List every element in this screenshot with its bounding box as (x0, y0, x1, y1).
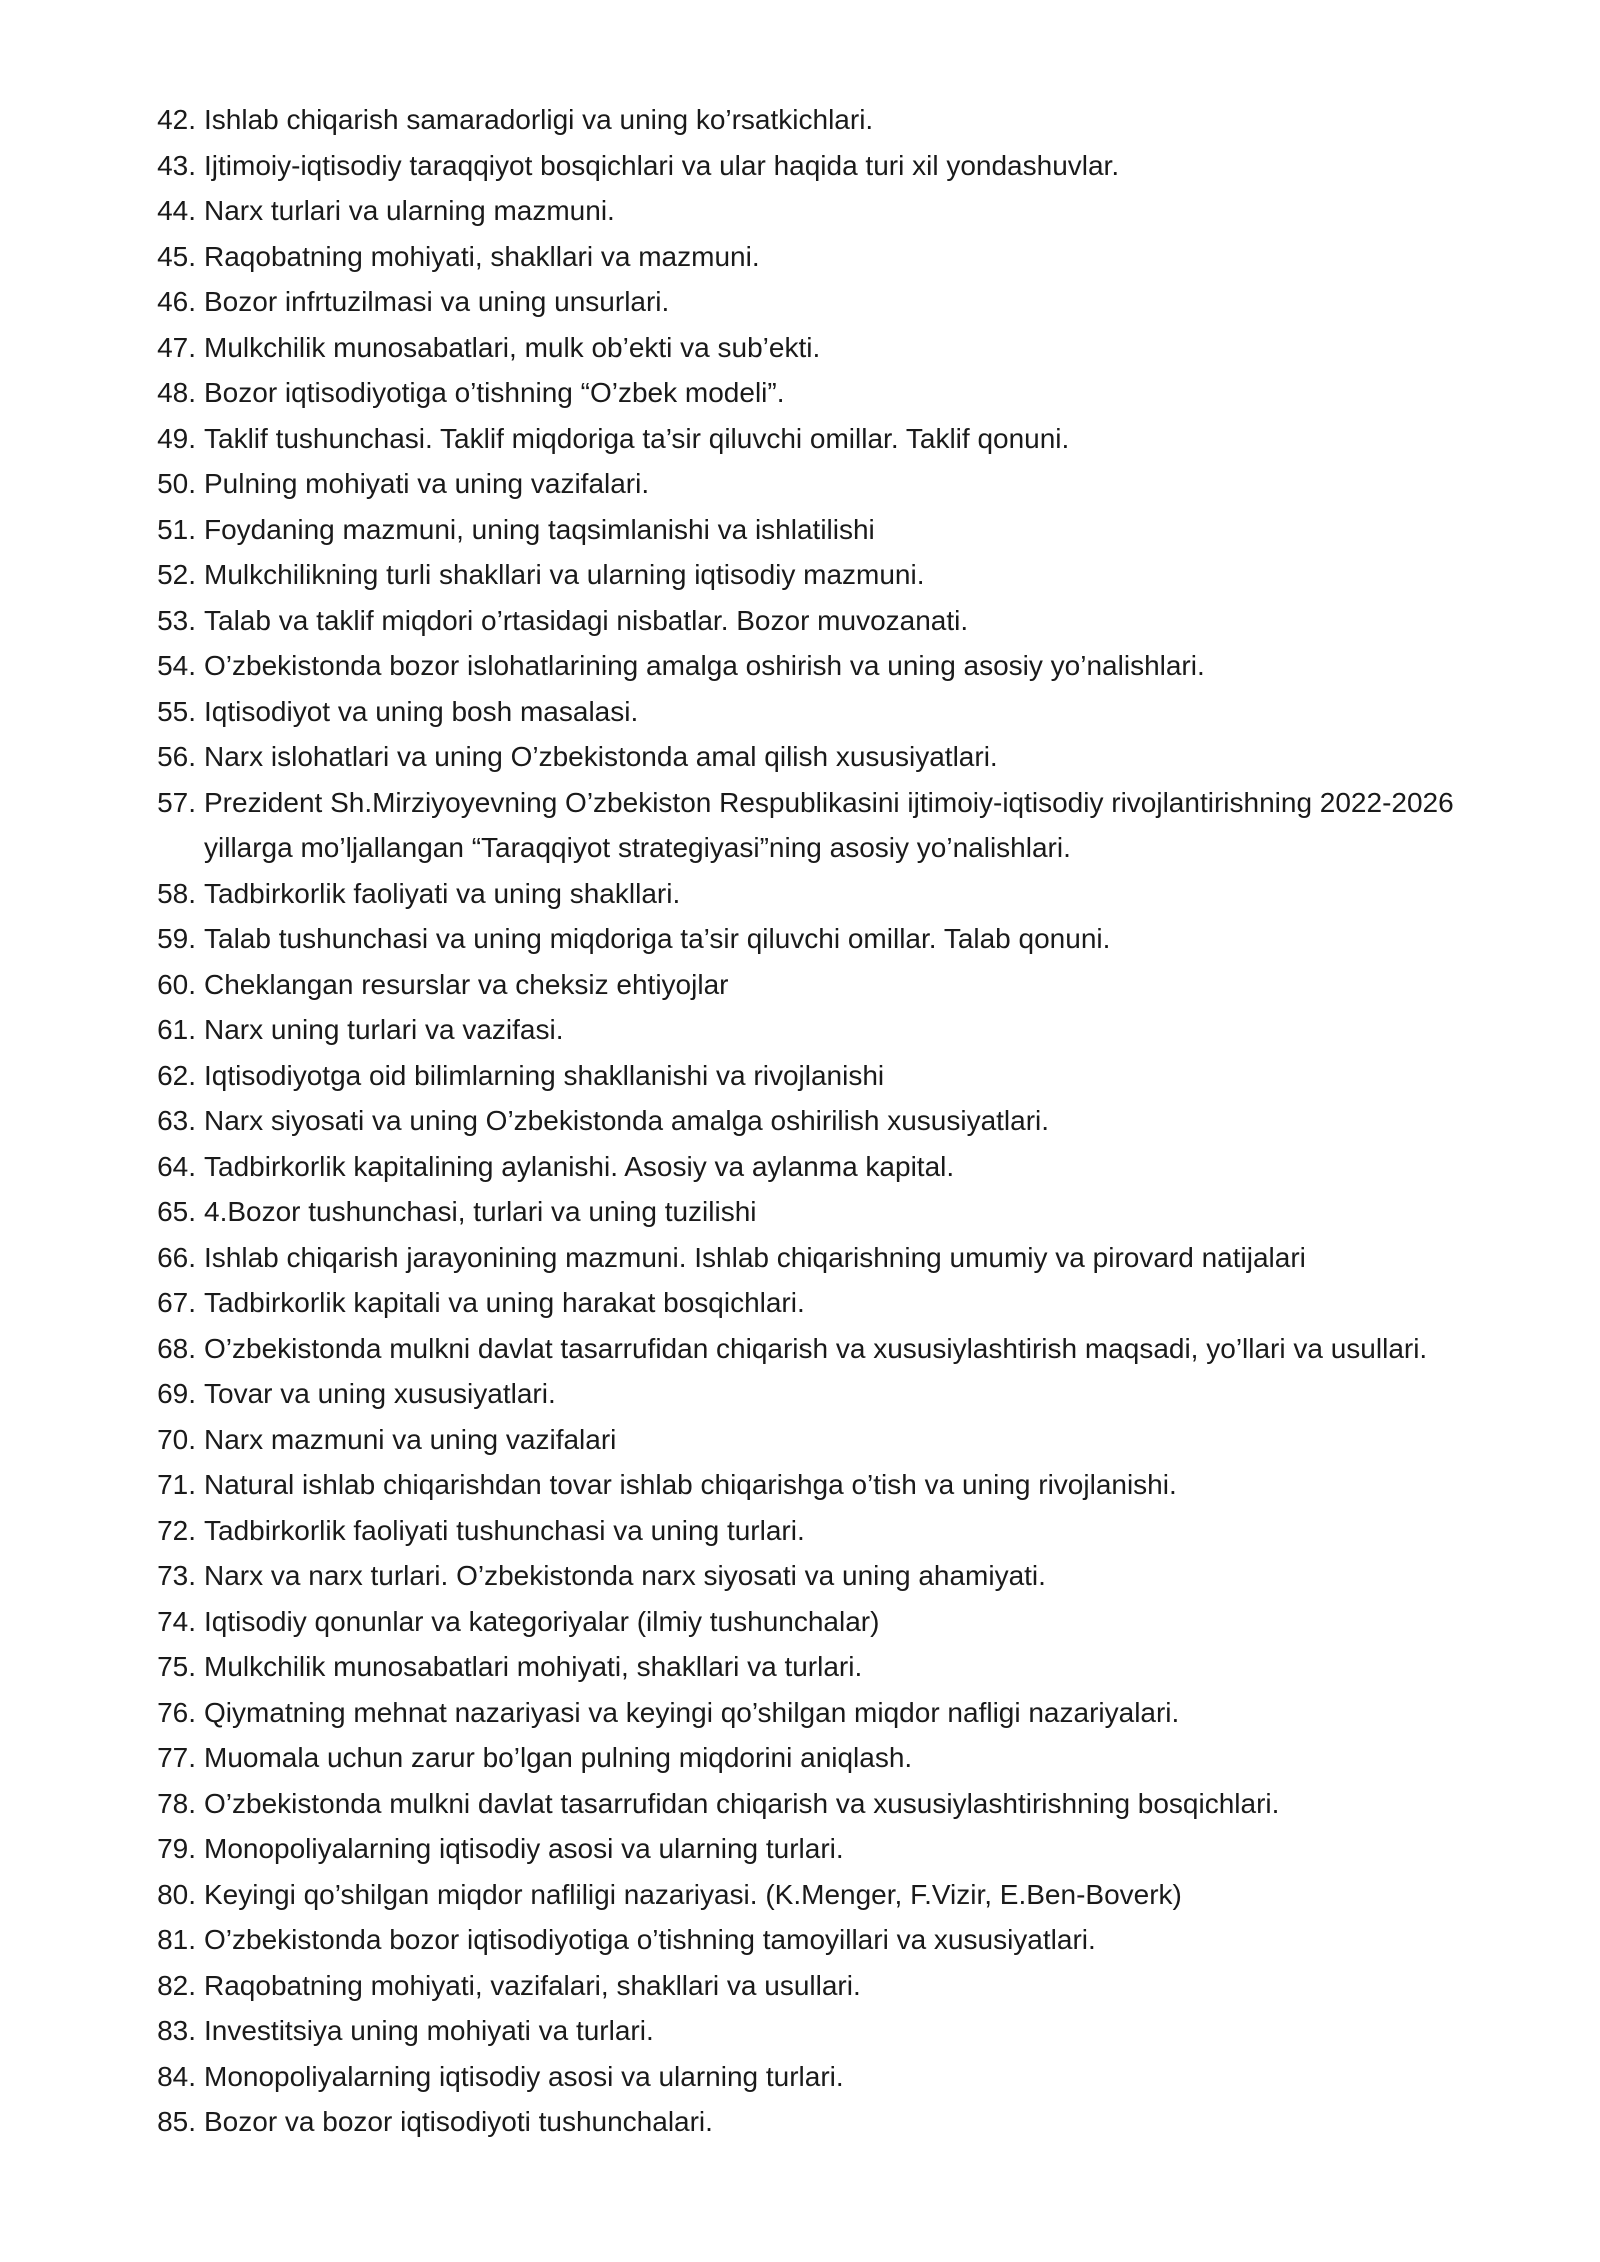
question-number: 84. (157, 2060, 196, 2092)
question-number: 49. (157, 422, 196, 454)
list-item (140, 643, 1520, 689)
question-text: Bozor infrtuzilmasi va uning unsurlari. (204, 286, 670, 317)
list-item (140, 416, 1520, 462)
list-item (140, 188, 1520, 234)
question-text: Bozor va bozor iqtisodiyoti tushunchalari. (204, 2106, 713, 2137)
question-text: Iqtisodiy qonunlar va kategoriyalar (ilmiy tushunchalar) (204, 1605, 880, 1637)
list-item (140, 1144, 1520, 1190)
question-number: 65. (157, 1196, 196, 1227)
question-number: 67. (157, 1287, 196, 1318)
question-number: 69. (157, 1378, 196, 1409)
question-number: 70. (157, 1423, 196, 1455)
question-number: 43. (157, 149, 196, 181)
question-number: 59. (157, 923, 196, 954)
list-item (140, 97, 1520, 143)
question-number: 51. (157, 513, 196, 545)
question-number: 85. (157, 2106, 196, 2137)
question-text: Ishlab chiqarish jarayonining mazmuni. Ishlab chiqarishning umumiy va pirovard natijalari (204, 1241, 1306, 1273)
list-item (140, 1599, 1520, 1645)
question-text: Narx mazmuni va uning vazifalari (204, 1423, 617, 1455)
question-text: Bozor iqtisodiyotiga o’tishning “O’zbek modeli”. (204, 377, 785, 408)
list-item (140, 734, 1520, 780)
list-item (140, 1917, 1520, 1963)
question-number: 52. (157, 559, 196, 590)
list-item (140, 1326, 1520, 1372)
question-number: 57. (157, 786, 196, 818)
question-text: 4.Bozor tushunchasi, turlari va uning tuzilishi (204, 1196, 757, 1227)
list-item (140, 234, 1520, 280)
list-item (140, 916, 1520, 962)
list-item (140, 871, 1520, 917)
list-item (140, 598, 1520, 644)
list-item (140, 1508, 1520, 1554)
question-number: 54. (157, 650, 196, 681)
list-item (140, 1872, 1520, 1918)
question-number: 45. (157, 240, 196, 272)
question-number: 74. (157, 1605, 196, 1637)
question-number: 61. (157, 1014, 196, 1045)
list-item (140, 1189, 1520, 1235)
list-item (140, 370, 1520, 416)
question-text: Keyingi qo’shilgan miqdor nafliligi nazariyasi. (K.Menger, F.Vizir, E.Ben-Boverk) (204, 1878, 1182, 1910)
question-text: Taklif tushunchasi. Taklif miqdoriga ta’sir qiluvchi omillar. Taklif qonuni. (204, 422, 1070, 454)
question-text: Monopoliyalarning iqtisodiy asosi va ularning turlari. (204, 2060, 844, 2092)
question-text: Cheklangan resurslar va cheksiz ehtiyojlar (204, 968, 729, 1000)
question-number: 66. (157, 1241, 196, 1273)
question-text: Mulkchilik munosabatlari mohiyati, shakllari va turlari. (204, 1651, 863, 1682)
question-number: 81. (157, 1924, 196, 1955)
list-item (140, 1098, 1520, 1144)
question-number: 53. (157, 604, 196, 636)
question-text: Prezident Sh.Mirziyoyevning O’zbekiston Respublikasini ijtimoiy-iqtisodiy rivojlantirishning 2022-2026 yillarga mo’ljallangan “Taraqqiyot strategiyasi”ning asosiy yo’nalishlari. (204, 786, 1454, 863)
question-number: 80. (157, 1878, 196, 1910)
question-text: O’zbekistonda bozor islohatlarining amalga oshirish va uning asosiy yo’nalishlari. (204, 650, 1205, 681)
question-number: 79. (157, 1833, 196, 1864)
question-number: 73. (157, 1560, 196, 1591)
question-text: Natural ishlab chiqarishdan tovar ishlab chiqarishga o’tish va uning rivojlanishi. (204, 1469, 1177, 1500)
list-item (140, 325, 1520, 371)
question-text: Pulning mohiyati va uning vazifalari. (204, 468, 650, 499)
question-number: 64. (157, 1150, 196, 1182)
question-number: 42. (157, 104, 196, 135)
question-text: Narx turlari va ularning mazmuni. (204, 195, 615, 226)
question-text: Mulkchilikning turli shakllari va ularning iqtisodiy mazmuni. (204, 559, 925, 590)
question-text: Monopoliyalarning iqtisodiy asosi va ularning turlari. (204, 1833, 844, 1864)
question-number: 68. (157, 1332, 196, 1364)
list-item (140, 1644, 1520, 1690)
list-item (140, 2099, 1520, 2145)
question-number: 62. (157, 1059, 196, 1091)
question-number: 72. (157, 1514, 196, 1546)
question-text: Investitsiya uning mohiyati va turlari. (204, 2015, 654, 2046)
list-item (140, 279, 1520, 325)
question-number: 82. (157, 1969, 196, 2001)
question-number: 78. (157, 1787, 196, 1819)
list-item (140, 1235, 1520, 1281)
question-number: 75. (157, 1651, 196, 1682)
question-number: 48. (157, 377, 196, 408)
question-text: Tadbirkorlik kapitalining aylanishi. Asosiy va aylanma kapital. (204, 1150, 955, 1182)
list-item (140, 1462, 1520, 1508)
question-text: Iqtisodiyot va uning bosh masalasi. (204, 695, 639, 727)
question-text: Ishlab chiqarish samaradorligi va uning ko’rsatkichlari. (204, 104, 874, 135)
list-item (140, 1007, 1520, 1053)
question-text: Narx uning turlari va vazifasi. (204, 1014, 564, 1045)
question-text: O’zbekistonda mulkni davlat tasarrufidan chiqarish va xususiylashtirishning bosqichlari. (204, 1787, 1280, 1819)
list-item (140, 1963, 1520, 2009)
list-item (140, 552, 1520, 598)
question-text: O’zbekistonda mulkni davlat tasarrufidan chiqarish va xususiylashtirish maqsadi, yo’llari va usullari. (204, 1332, 1428, 1364)
question-text: Iqtisodiyotga oid bilimlarning shakllanishi va rivojlanishi (204, 1059, 885, 1091)
list-item (140, 1053, 1520, 1099)
list-item (140, 1280, 1520, 1326)
question-text: Tadbirkorlik kapitali va uning harakat bosqichlari. (204, 1287, 805, 1318)
question-number: 83. (157, 2015, 196, 2046)
list-item (140, 962, 1520, 1008)
question-number: 60. (157, 968, 196, 1000)
list-item (140, 507, 1520, 553)
list-item (140, 143, 1520, 189)
list-item (140, 1417, 1520, 1463)
list-item (140, 1690, 1520, 1736)
question-text: Muomala uchun zarur bo’lgan pulning miqdorini aniqlash. (204, 1742, 913, 1773)
question-text: Tadbirkorlik faoliyati tushunchasi va uning turlari. (204, 1514, 805, 1546)
list-item (140, 780, 1520, 871)
question-text: O’zbekistonda bozor iqtisodiyotiga o’tishning tamoyillari va xususiyatlari. (204, 1924, 1096, 1955)
question-number: 56. (157, 741, 196, 772)
question-text: Raqobatning mohiyati, vazifalari, shakllari va usullari. (204, 1969, 861, 2001)
list-item (140, 1826, 1520, 1872)
question-number: 55. (157, 695, 196, 727)
question-text: Tovar va uning xususiyatlari. (204, 1378, 556, 1409)
question-text: Talab tushunchasi va uning miqdoriga ta’sir qiluvchi omillar. Talab qonuni. (204, 923, 1111, 954)
list-item (140, 1553, 1520, 1599)
question-text: Narx siyosati va uning O’zbekistonda amalga oshirilish xususiyatlari. (204, 1105, 1050, 1136)
question-text: Tadbirkorlik faoliyati va uning shakllari. (204, 877, 681, 909)
question-number: 76. (157, 1696, 196, 1728)
question-number: 63. (157, 1105, 196, 1136)
question-number: 50. (157, 468, 196, 499)
question-text: Qiymatning mehnat nazariyasi va keyingi qo’shilgan miqdor nafligi nazariyalari. (204, 1696, 1180, 1728)
question-text: Mulkchilik munosabatlari, mulk ob’ekti va sub’ekti. (204, 331, 821, 363)
exam-question-list (140, 97, 1520, 2145)
question-text: Talab va taklif miqdori o’rtasidagi nisbatlar. Bozor muvozanati. (204, 604, 969, 636)
question-text: Narx islohatlari va uning O’zbekistonda amal qilish xususiyatlari. (204, 741, 998, 772)
question-number: 47. (157, 331, 196, 363)
question-number: 71. (157, 1469, 196, 1500)
question-number: 44. (157, 195, 196, 226)
list-item (140, 1781, 1520, 1827)
question-text: Raqobatning mohiyati, shakllari va mazmuni. (204, 240, 760, 272)
question-number: 58. (157, 877, 196, 909)
list-item (140, 461, 1520, 507)
question-text: Foydaning mazmuni, uning taqsimlanishi va ishlatilishi (204, 513, 875, 545)
question-text: Narx va narx turlari. O’zbekistonda narx siyosati va uning ahamiyati. (204, 1560, 1046, 1591)
list-item (140, 2054, 1520, 2100)
list-item (140, 2008, 1520, 2054)
question-number: 77. (157, 1742, 196, 1773)
list-item (140, 1371, 1520, 1417)
question-text: Ijtimoiy-iqtisodiy taraqqiyot bosqichlari va ular haqida turi xil yondashuvlar. (204, 149, 1120, 181)
list-item (140, 1735, 1520, 1781)
question-number: 46. (157, 286, 196, 317)
list-item (140, 689, 1520, 735)
